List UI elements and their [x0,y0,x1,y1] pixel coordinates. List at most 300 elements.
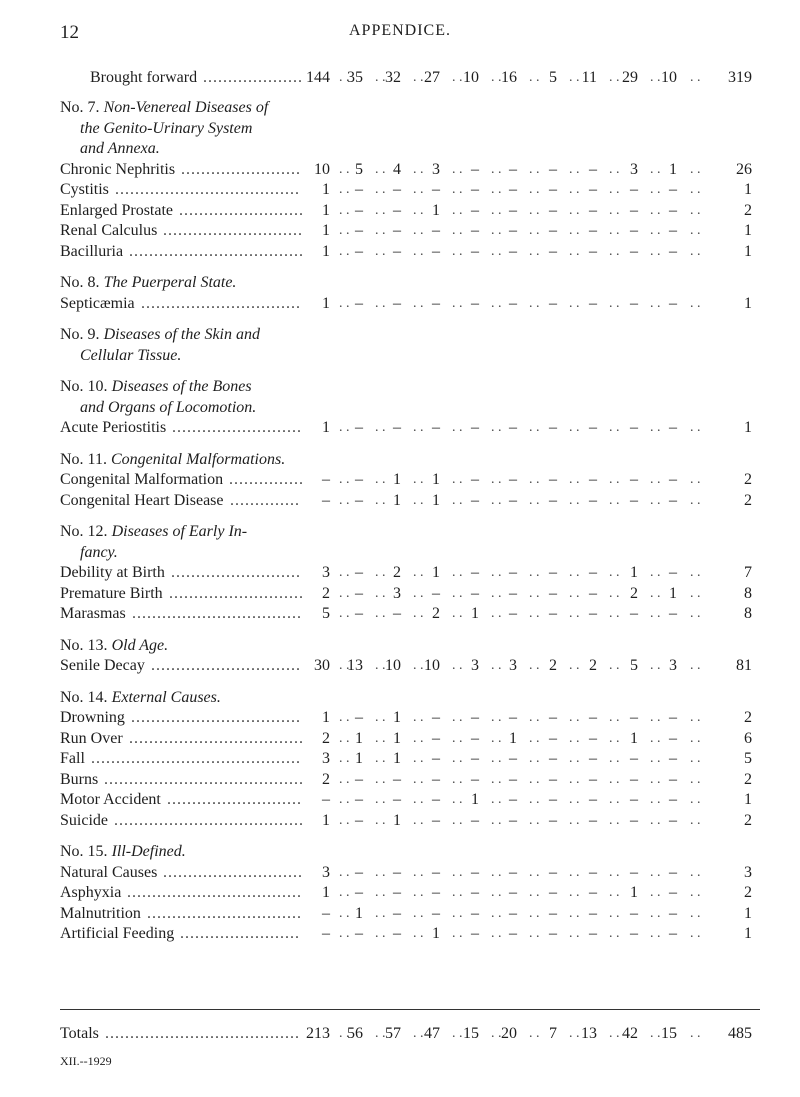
column-separator: . . [339,1026,350,1041]
row-value: – [549,222,557,239]
page-number: 12 [60,22,79,43]
row-value: – [432,294,440,312]
column-separator: . . [491,492,502,508]
row-value: 2 [549,657,557,674]
row-value: – [322,791,330,808]
row-value: – [549,605,557,622]
row-value: 1 [322,709,330,726]
row-value: – [509,904,517,922]
column-separator: . . [569,585,580,601]
row-value: – [589,605,597,622]
dot-leader: ........................... [169,584,304,602]
row-value: 2 [630,584,638,602]
table-row [0,655,800,677]
column-separator: . . [413,223,424,238]
row-value: – [669,181,677,198]
column-separator: . . [413,70,424,85]
row-label: Natural Causes [60,863,158,881]
column-separator: . . [690,565,701,580]
column-separator: . . [413,243,424,259]
column-separator: . . [339,606,350,621]
row-value: – [549,160,557,178]
row-value: 1 [432,925,440,942]
column-separator: . . [413,885,424,900]
column-separator: . . [569,606,580,621]
table-row [0,882,800,904]
column-separator: . . [609,730,620,746]
column-separator: . . [339,751,350,766]
row-value: 15 [463,1025,479,1042]
dot-leader: ........................ [180,925,300,942]
column-separator: . . [609,905,620,921]
column-separator: . . [375,565,386,580]
row-label: Renal Calculus [60,222,158,239]
column-separator: . . [491,771,502,787]
row-value: 3 [630,160,638,178]
row-total: 1 [744,925,752,942]
column-separator: . . [650,751,661,766]
row-value: – [589,925,597,942]
row-value: – [630,925,638,942]
column-separator: . . [690,710,701,725]
row-label: Suicide [60,811,108,829]
column-separator: . . [452,730,463,746]
row-value: – [669,863,677,881]
column-separator: . . [452,202,463,218]
column-separator: . . [339,792,350,807]
row-value: – [630,770,638,788]
row-value: 57 [385,1025,401,1042]
row-value: – [432,750,440,767]
row-value: – [509,605,517,622]
row-value: 10 [463,69,479,86]
row-value: – [589,294,597,312]
column-separator: . . [413,565,424,580]
row-value: 1 [393,811,401,829]
row-value: – [393,863,401,881]
section-number: No. 7. [60,99,104,116]
row-value: – [630,294,638,312]
row-value: – [589,791,597,808]
column-separator: . . [529,472,540,487]
dot-leader: ................................... [129,729,304,747]
column-separator: . . [413,606,424,621]
column-separator: . . [569,472,580,487]
row-total: 1 [744,791,752,808]
column-separator: . . [690,420,701,435]
section-heading [80,397,256,419]
column-separator: . . [650,70,661,85]
column-separator: . . [375,905,386,921]
column-separator: . . [413,926,424,941]
row-value: – [589,491,597,509]
row-value: 1 [432,491,440,509]
column-separator: . . [413,295,424,311]
row-total: 1 [744,181,752,198]
column-separator: . . [650,792,661,807]
row-label: Malnutrition [60,904,141,922]
column-separator: . . [569,710,580,725]
section-title: Cellular Tissue. [80,346,182,364]
row-total: 1 [744,222,752,239]
column-separator: . . [413,864,424,880]
section-title: Diseases of Early In- [111,523,248,540]
column-separator: . . [690,730,701,746]
row-value: 2 [393,564,401,581]
row-total: 3 [744,863,752,881]
column-separator: . . [452,295,463,311]
column-separator: . . [375,70,386,85]
section-title: Non-Venereal Diseases of [103,99,269,116]
section-number: No. 15. [60,843,112,860]
row-value: – [322,925,330,942]
dot-leader: ................................... [129,242,304,260]
column-separator: . . [609,492,620,508]
row-value: – [471,242,479,260]
column-separator: . . [452,565,463,580]
row-value: – [549,294,557,312]
dot-leader: ................................ [141,294,301,312]
row-value: – [355,471,363,488]
row-value: – [669,605,677,622]
row-value: – [471,925,479,942]
column-separator: . . [529,202,540,218]
column-separator: . . [529,243,540,259]
row-value: – [630,750,638,767]
column-separator: . . [413,792,424,807]
row-value: – [669,564,677,581]
row-value: – [432,811,440,829]
row-label: Debility at Birth [60,564,165,581]
row-value: 213 [306,1025,330,1042]
row-value: – [630,242,638,260]
row-total: 2 [744,884,752,901]
column-separator: . . [609,792,620,807]
row-value: – [669,884,677,901]
row-value: – [471,294,479,312]
column-separator: . . [339,420,350,435]
column-separator: . . [339,202,350,218]
row-value: – [549,770,557,788]
row-label: Premature Birth [60,584,163,602]
row-value: 5 [355,160,363,178]
row-value: – [549,904,557,922]
row-value: 1 [630,564,638,581]
row-value: – [630,605,638,622]
column-separator: . . [339,771,350,787]
dot-leader: ......................... [179,201,304,219]
dot-leader: ............................ [163,863,303,881]
row-label: Acute Periostitis [60,419,167,436]
row-value: – [509,884,517,901]
column-separator: . . [569,751,580,766]
row-value: 2 [322,770,330,788]
row-value: – [471,884,479,901]
column-separator: . . [690,864,701,880]
column-separator: . . [650,492,661,508]
row-value: – [509,242,517,260]
row-value: 1 [322,294,330,312]
column-separator: . . [491,606,502,621]
table-row [0,707,800,729]
column-separator: . . [529,812,540,828]
column-separator: . . [569,223,580,238]
column-separator: . . [690,585,701,601]
column-separator: . . [690,492,701,508]
row-value: 3 [669,657,677,674]
row-value: 3 [393,584,401,602]
column-separator: . . [529,585,540,601]
column-separator: . . [609,420,620,435]
row-value: – [669,709,677,726]
column-separator: . . [650,658,661,673]
table-row [0,728,800,750]
row-total: 1 [744,242,752,260]
column-separator: . . [491,182,502,197]
column-separator: . . [609,812,620,828]
table-row [0,789,800,811]
row-value: – [393,791,401,808]
row-total: 485 [728,1025,752,1042]
row-label: Run Over [60,729,123,747]
column-separator: . . [529,565,540,580]
row-value: – [589,160,597,178]
column-separator: . . [452,1026,463,1041]
row-value: – [549,750,557,767]
column-separator: . . [609,161,620,177]
column-separator: . . [491,658,502,673]
column-separator: . . [491,885,502,900]
row-value: – [549,419,557,436]
row-value: 7 [549,1025,557,1042]
row-value: – [589,811,597,829]
column-separator: . . [529,420,540,435]
row-value: 5 [322,605,330,622]
row-value: 1 [322,222,330,239]
row-value: – [432,791,440,808]
row-value: 1 [322,419,330,436]
row-value: – [432,709,440,726]
column-separator: . . [452,420,463,435]
row-value: – [355,791,363,808]
column-separator: . . [609,885,620,900]
column-separator: . . [609,223,620,238]
column-separator: . . [491,223,502,238]
row-value: – [589,419,597,436]
row-value: 10 [661,69,677,86]
dot-leader: ........................................ [104,770,304,788]
column-separator: . . [569,1026,580,1041]
row-value: – [589,709,597,726]
row-value: – [432,584,440,602]
column-separator: . . [491,585,502,601]
column-separator: . . [413,730,424,746]
table-row [0,748,800,770]
column-separator: . . [413,812,424,828]
column-separator: . . [690,885,701,900]
column-separator: . . [690,792,701,807]
column-separator: . . [650,905,661,921]
table-row [0,583,800,605]
row-value: – [355,242,363,260]
column-separator: . . [650,885,661,900]
row-value: 3 [509,657,517,674]
column-separator: . . [569,885,580,900]
row-label: Septicæmia [60,294,135,312]
column-separator: . . [452,223,463,238]
row-value: 1 [322,811,330,829]
row-value: – [393,242,401,260]
column-separator: . . [339,70,350,85]
row-value: 2 [322,729,330,747]
column-separator: . . [569,565,580,580]
column-separator: . . [569,243,580,259]
column-separator: . . [569,905,580,921]
row-value: – [669,222,677,239]
row-value: – [509,419,517,436]
table-row [0,903,800,925]
column-separator: . . [529,926,540,941]
row-value: – [549,181,557,198]
section-heading [60,841,186,863]
row-value: 1 [393,729,401,747]
dot-leader: .......................... [171,564,301,581]
column-separator: . . [529,771,540,787]
column-separator: . . [413,472,424,487]
table-row [0,490,800,512]
row-value: 3 [322,750,330,767]
row-total: 26 [736,160,752,178]
column-separator: . . [452,771,463,787]
section-heading [80,118,252,140]
column-separator: . . [491,70,502,85]
row-total: 81 [736,657,752,674]
column-separator: . . [690,606,701,621]
column-separator: . . [569,864,580,880]
column-separator: . . [609,771,620,787]
column-separator: . . [452,161,463,177]
column-separator: . . [690,202,701,218]
column-separator: . . [339,730,350,746]
row-value: – [471,160,479,178]
section-heading [60,449,285,471]
table-row [0,769,800,791]
section-number: No. 12. [60,523,112,540]
row-value: – [669,770,677,788]
row-value: 1 [432,201,440,219]
row-value: – [509,294,517,312]
row-value: 13 [347,657,363,674]
row-value: – [669,491,677,509]
row-value: 16 [501,69,517,86]
row-value: 1 [630,729,638,747]
column-separator: . . [650,710,661,725]
row-label: Totals [60,1025,99,1042]
column-separator: . . [690,70,701,85]
row-value: – [630,419,638,436]
row-value: – [355,863,363,881]
row-value: – [630,709,638,726]
row-value: – [509,791,517,808]
row-value: 5 [549,69,557,86]
column-separator: . . [569,812,580,828]
row-value: 56 [347,1025,363,1042]
row-value: 20 [501,1025,517,1042]
column-separator: . . [650,472,661,487]
row-value: – [589,201,597,219]
column-separator: . . [690,161,701,177]
column-separator: . . [375,1026,386,1041]
column-separator: . . [690,223,701,238]
row-value: – [630,811,638,829]
row-value: 4 [393,160,401,178]
row-value: – [509,770,517,788]
column-separator: . . [529,710,540,725]
row-label: Drowning [60,709,125,726]
column-separator: . . [375,885,386,900]
dot-leader: ...................................... [114,811,304,829]
column-separator: . . [375,812,386,828]
row-value: – [669,791,677,808]
column-separator: . . [452,812,463,828]
table-row [0,179,800,201]
column-separator: . . [690,751,701,766]
row-value: – [589,904,597,922]
column-separator: . . [413,202,424,218]
column-separator: . . [650,771,661,787]
column-separator: . . [339,182,350,197]
row-value: – [432,770,440,788]
row-total: 8 [744,605,752,622]
row-value: – [355,491,363,509]
row-value: 30 [314,657,330,674]
table-row [0,923,800,945]
column-separator: . . [491,295,502,311]
row-value: – [589,884,597,901]
row-value: – [471,729,479,747]
row-value: 27 [424,69,440,86]
section-heading [80,345,181,367]
row-value: – [471,904,479,922]
column-separator: . . [375,771,386,787]
dot-leader: .................................. [131,709,301,726]
section-number: No. 9. [60,326,104,343]
row-value: 10 [314,160,330,178]
row-value: – [471,491,479,509]
column-separator: . . [339,864,350,880]
row-label: Congenital Malformation [60,471,224,488]
column-separator: . . [491,730,502,746]
column-separator: . . [569,182,580,197]
column-separator: . . [339,243,350,259]
row-value: 1 [322,201,330,219]
column-separator: . . [690,182,701,197]
dot-leader: ............................... [147,904,302,922]
row-value: – [432,904,440,922]
column-separator: . . [609,1026,620,1041]
row-total: 1 [744,904,752,922]
row-value: – [432,419,440,436]
section-title: The Puerperal State. [103,274,237,291]
row-value: – [355,605,363,622]
column-separator: . . [375,182,386,197]
column-separator: . . [375,658,386,673]
column-separator: . . [529,905,540,921]
column-separator: . . [452,585,463,601]
column-separator: . . [609,202,620,218]
column-separator: . . [529,70,540,85]
row-total: 2 [744,811,752,829]
